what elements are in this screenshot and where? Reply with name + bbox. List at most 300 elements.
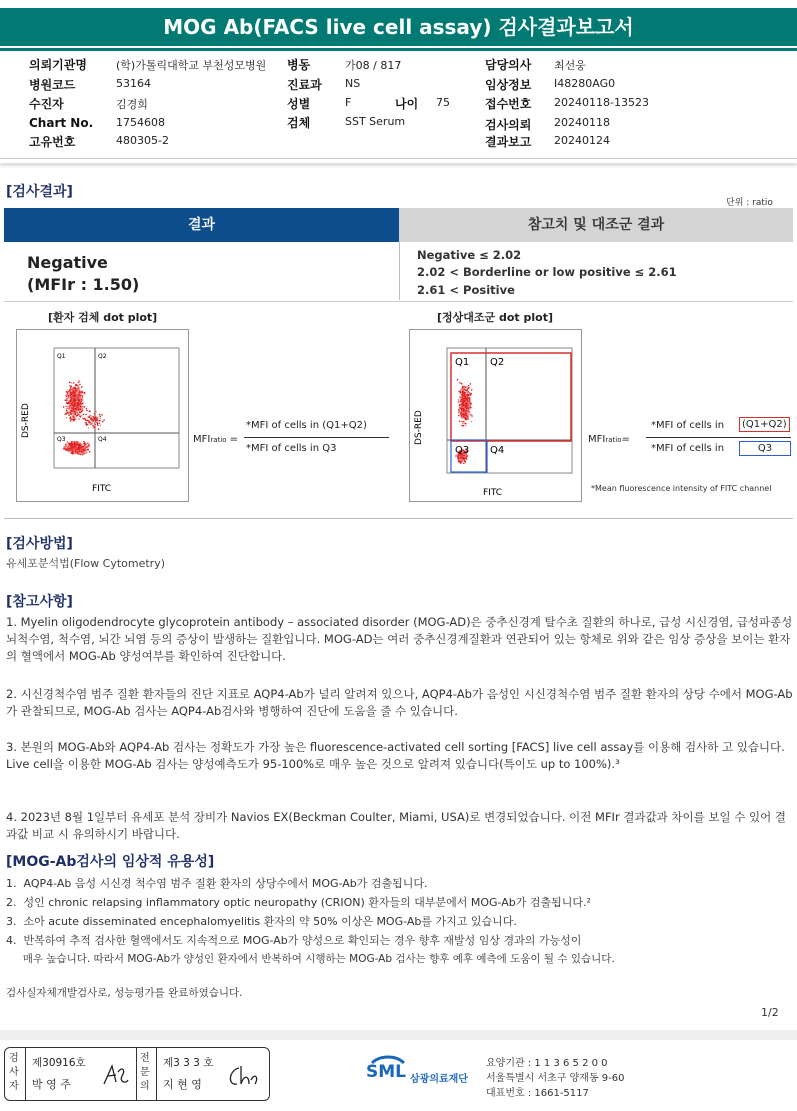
scatter-dot <box>74 394 76 396</box>
control-x-axis: FITC <box>483 488 503 498</box>
scatter-dot <box>468 385 470 387</box>
scatter-dot <box>75 390 77 392</box>
examiner-name: 박 영 주 <box>32 1078 71 1091</box>
scatter-dot <box>463 409 465 411</box>
scatter-dot <box>68 390 70 392</box>
scatter-dot <box>463 418 465 420</box>
scatter-dot <box>78 387 80 389</box>
scatter-dot <box>65 445 67 447</box>
patient-q1: Q1 <box>57 353 66 360</box>
scatter-dot <box>463 457 465 459</box>
scatter-dot <box>72 451 74 453</box>
scatter-dot <box>92 427 94 429</box>
scatter-dot <box>74 397 76 399</box>
scatter-dot <box>70 420 72 422</box>
scatter-dot <box>69 417 71 419</box>
scatter-dot <box>470 394 472 396</box>
scatter-dot <box>86 446 88 448</box>
request-label: 검사의뢰 <box>485 118 532 132</box>
scatter-dot <box>99 418 101 420</box>
scatter-dot <box>77 407 79 409</box>
sml-logo <box>366 1053 408 1083</box>
specialist-label: 전문의 <box>140 1053 150 1092</box>
reference-para-2: 2. 시신경척수염 범주 질환 환자들의 진단 지표로 AQP4-Ab가 널리 알려져 있으나, AQP4-Ab가 음성인 시신경척수염 범주 질환 환자의 상당 수에서 MOG-Ab가 관찰되므로, MOG-Ab 검사는 AQP4-Ab검사와 병행하여 진단에 도움을 줄 수 있습니다. <box>6 687 793 718</box>
hospital-code-label: 병원코드 <box>29 78 76 92</box>
patient-formula-num: *MFI of cells in (Q1+Q2) <box>246 420 367 431</box>
scatter-dot <box>67 392 69 394</box>
scatter-dot <box>462 412 464 414</box>
scatter-dot <box>466 396 468 398</box>
scatter-dot <box>460 457 462 459</box>
specialist-signature <box>225 1062 261 1090</box>
patient-dots <box>63 380 105 455</box>
reference-section-title: [참고사항] <box>6 594 73 610</box>
scatter-dot <box>101 414 103 416</box>
validation-note: 검사실자체개발검사로, 성능평가를 완료하였습니다. <box>6 987 243 999</box>
control-formula-den: *MFI of cells in <box>651 443 725 454</box>
scatter-dot <box>78 414 80 416</box>
scatter-dot <box>467 393 469 395</box>
scatter-dot <box>469 405 471 407</box>
scatter-dot <box>76 449 78 451</box>
scatter-dot <box>471 389 473 391</box>
scatter-dot <box>457 456 459 458</box>
scatter-dot <box>461 425 463 427</box>
scatter-dot <box>65 399 67 401</box>
scatter-dot <box>67 441 69 443</box>
dept-value: NS <box>345 77 361 90</box>
scatter-dot <box>86 410 88 412</box>
scatter-dot <box>100 425 102 427</box>
clinical-item-4: 4. 반복하여 추적 검사한 혈액에서도 지속적으로 MOG-Ab가 양성으로 확인되는 경우 향후 재발성 임상 경과의 가능성이 <box>6 934 582 947</box>
result-column-header: 결과 <box>4 208 399 242</box>
reference-para-4: 4. 2023년 8월 1일부터 유세포 분석 장비가 Navios EX(Beckman Coulter, Miami, USA)로 변경되었습니다. 이전 MFIr 결과값과 차이를 보일 수 있어 결과값 비교 시 유의하시기 바랍니다. <box>6 810 787 841</box>
scatter-dot <box>82 395 84 397</box>
scatter-dot <box>460 412 462 414</box>
control-formula-den-box: Q3 <box>739 441 791 456</box>
sig-divider-3 <box>156 1048 157 1100</box>
result-mfir: (MFIr : 1.50) <box>27 275 140 294</box>
chart-value: 1754608 <box>116 116 165 129</box>
patient-mfi-label: MFIratio = <box>193 434 239 445</box>
patient-q3: Q3 <box>57 436 66 443</box>
scatter-dot <box>86 408 88 410</box>
ref-line-1: Negative ≤ 2.02 <box>417 248 522 262</box>
scatter-dot <box>79 400 81 402</box>
scatter-dot <box>75 441 77 443</box>
scatter-dot <box>100 416 102 418</box>
scatter-dot <box>458 401 460 403</box>
scatter-dot <box>75 418 77 420</box>
scatter-dot <box>465 389 467 391</box>
scatter-dot <box>72 399 74 401</box>
org-name: 삼광의료재단 <box>410 1074 468 1085</box>
clinical-value: I48280AG0 <box>554 77 616 90</box>
scatter-dot <box>78 451 80 453</box>
clinical-section-title: [MOG-Ab검사의 임상적 유용성] <box>6 854 215 870</box>
scatter-dot <box>463 403 465 405</box>
patient-plot-title: [환자 검체 dot plot] <box>48 311 158 324</box>
scatter-dot <box>462 392 464 394</box>
control-q1: Q1 <box>455 357 470 368</box>
scatter-dot <box>78 392 80 394</box>
scatter-dot <box>79 412 81 414</box>
scatter-dot <box>74 450 76 452</box>
scatter-dot <box>87 442 89 444</box>
scatter-dot <box>71 401 73 403</box>
scatter-dot <box>83 447 85 449</box>
control-formula-num: *MFI of cells in <box>651 420 725 431</box>
scatter-dot <box>80 450 82 452</box>
scatter-dot <box>76 388 78 390</box>
scatter-dot <box>464 408 466 410</box>
scatter-dot <box>91 418 93 420</box>
scatter-dot <box>73 414 75 416</box>
sml-logo-text: SML <box>366 1062 406 1082</box>
scatter-dot <box>463 387 465 389</box>
scatter-dot <box>87 447 89 449</box>
scatter-dot <box>83 406 85 408</box>
scatter-dot <box>90 415 92 417</box>
sex-label: 성별 <box>287 97 311 111</box>
care-org-no: 요양기관 : 1 1 3 6 5 2 0 0 <box>486 1058 608 1069</box>
scatter-dot <box>461 394 463 396</box>
mfi-footnote: *Mean fluorescence intensity of FITC channel <box>591 484 772 493</box>
patient-value: 김경희 <box>116 98 148 111</box>
scatter-dot <box>99 420 101 422</box>
scatter-dot <box>76 412 78 414</box>
dept-label: 진료과 <box>287 78 322 92</box>
scatter-dot <box>71 452 73 454</box>
scatter-dot <box>79 416 81 418</box>
report-title: MOG Ab(FACS live cell assay) 검사결과보고서 <box>0 8 797 46</box>
scatter-dot <box>460 401 462 403</box>
hospital-value: (학)가톨릭대학교 부천성모병원 <box>116 59 267 72</box>
age-value: 75 <box>436 96 450 109</box>
scatter-dot <box>73 399 75 401</box>
scatter-dot <box>458 412 460 414</box>
scatter-dot <box>458 415 460 417</box>
specialist-name: 지 현 영 <box>163 1078 202 1091</box>
specimen-value: SST Serum <box>345 115 406 128</box>
patient-dot-plot <box>16 329 189 502</box>
scatter-dot <box>463 406 465 408</box>
unique-label: 고유번호 <box>29 135 76 149</box>
scatter-dot <box>70 403 72 405</box>
scatter-dot <box>66 410 68 412</box>
sex-value: F <box>345 96 352 109</box>
scatter-dot <box>467 405 469 407</box>
scatter-dot <box>76 415 78 417</box>
method-text: 유세포분석법(Flow Cytometry) <box>6 557 166 570</box>
scatter-dot <box>465 404 467 406</box>
patient-x-axis: FITC <box>92 484 112 494</box>
scatter-dot <box>463 413 465 415</box>
scatter-dot <box>79 395 81 397</box>
scatter-dot <box>94 427 96 429</box>
patient-mfi-text: MFI <box>193 434 211 445</box>
scatter-dot <box>83 414 85 416</box>
clinical-item-4-cont: 매우 높습니다. 따라서 MOG-Ab가 양성인 환자에서 반복하여 시행하는 MOG-Ab 검사는 향후 예후 예측에 도움이 될 수 있습니다. <box>6 953 615 965</box>
specialist-no: 제3 3 3 호 <box>163 1057 214 1069</box>
scatter-dot <box>72 392 74 394</box>
scatter-dot <box>88 427 90 429</box>
ward-value: 가08 / 817 <box>345 59 402 72</box>
scatter-dot <box>70 389 72 391</box>
scatter-dot <box>89 411 91 413</box>
scatter-dot <box>88 444 90 446</box>
scatter-dot <box>63 447 65 449</box>
scatter-dot <box>66 398 68 400</box>
scatter-dot <box>85 450 87 452</box>
scatter-dot <box>74 444 76 446</box>
plot-row-divider <box>4 301 793 302</box>
doctor-label: 담당의사 <box>485 58 532 72</box>
scatter-dot <box>89 446 91 448</box>
scatter-dot <box>76 398 78 400</box>
request-value: 20240118 <box>554 116 610 129</box>
scatter-dot <box>78 453 80 455</box>
scatter-dot <box>461 417 463 419</box>
scatter-dot <box>70 382 72 384</box>
scatter-dot <box>82 399 84 401</box>
scatter-dot <box>70 414 72 416</box>
scatter-dot <box>72 449 74 451</box>
org-phone: 대표번호 : 1661-5117 <box>486 1088 589 1099</box>
scatter-dot <box>79 384 81 386</box>
scatter-dot <box>467 397 469 399</box>
scatter-dot <box>65 448 67 450</box>
scatter-dot <box>77 405 79 407</box>
scatter-dot <box>71 409 73 411</box>
scatter-dot <box>465 419 467 421</box>
org-address: 서울특별시 서초구 양재동 9-60 <box>486 1073 625 1084</box>
scatter-dot <box>462 415 464 417</box>
scatter-dot <box>465 417 467 419</box>
scatter-dot <box>77 453 79 455</box>
control-plot-svg <box>410 330 581 501</box>
scatter-dot <box>77 400 79 402</box>
scatter-dot <box>79 446 81 448</box>
scatter-dot <box>75 388 77 390</box>
patient-plot-svg <box>17 330 188 501</box>
scatter-dot <box>465 400 467 402</box>
scatter-dot <box>65 405 67 407</box>
scatter-dot <box>78 403 80 405</box>
scatter-dot <box>471 415 473 417</box>
clinical-item-1: 1. AQP4-Ab 음성 시신경 척수염 범주 질환 환자의 상당수에서 MOG-Ab가 검출됩니다. <box>6 877 428 890</box>
chart-label: Chart No. <box>29 116 94 130</box>
control-y-axis: DS-RED <box>414 410 424 445</box>
scatter-dot <box>464 392 466 394</box>
scatter-dot <box>77 442 79 444</box>
scatter-dot <box>84 418 86 420</box>
scatter-dot <box>466 458 468 460</box>
scatter-dot <box>463 421 465 423</box>
scatter-dot <box>98 423 100 425</box>
scatter-dot <box>466 386 468 388</box>
scatter-dot <box>458 399 460 401</box>
scatter-dot <box>94 424 96 426</box>
patient-q4: Q4 <box>98 436 107 443</box>
clinical-item-2: 2. 성인 chronic relapsing inflammatory optic neuropathy (CRION) 환자들의 대부분에서 MOG-Ab가 검출됩니다.² <box>6 896 591 909</box>
scatter-dot <box>67 408 69 410</box>
scatter-dot <box>81 415 83 417</box>
scatter-dot <box>81 409 83 411</box>
report-value: 20240124 <box>554 134 610 147</box>
scatter-dot <box>81 386 83 388</box>
scatter-dot <box>465 412 467 414</box>
scatter-dot <box>87 424 89 426</box>
patient-q2: Q2 <box>98 353 107 360</box>
scatter-dot <box>464 460 466 462</box>
scatter-dot <box>469 397 471 399</box>
scatter-dot <box>459 420 461 422</box>
examiner-label: 검사자 <box>9 1053 19 1092</box>
scatter-dot <box>73 402 75 404</box>
scatter-dot <box>461 420 463 422</box>
examiner-no: 제30916호 <box>32 1057 86 1069</box>
scatter-dot <box>102 421 104 423</box>
scatter-dot <box>464 398 466 400</box>
scatter-dot <box>85 419 87 421</box>
scatter-dot <box>470 393 472 395</box>
scatter-dot <box>470 383 472 385</box>
scatter-dot <box>103 419 105 421</box>
scatter-dot <box>77 390 79 392</box>
scatter-dot <box>81 393 83 395</box>
patient-formula-bar <box>244 437 389 438</box>
scatter-dot <box>68 448 70 450</box>
scatter-dot <box>68 414 70 416</box>
scatter-dot <box>71 389 73 391</box>
scatter-dot <box>71 394 73 396</box>
scatter-dot <box>74 413 76 415</box>
age-label: 나이 <box>395 97 419 111</box>
scatter-dot <box>459 396 461 398</box>
scatter-dot <box>92 416 94 418</box>
scatter-dot <box>77 385 79 387</box>
scatter-dot <box>67 406 69 408</box>
control-mfi-text: MFI <box>588 434 606 445</box>
scatter-dot <box>467 412 469 414</box>
scatter-dot <box>75 406 77 408</box>
doctor-value: 최선웅 <box>554 59 586 72</box>
scatter-dot <box>63 406 65 408</box>
results-section-title: [검사결과] <box>6 184 73 200</box>
scatter-dot <box>83 441 85 443</box>
scatter-dot <box>468 403 470 405</box>
scatter-dot <box>66 396 68 398</box>
scatter-dot <box>71 441 73 443</box>
reference-para-1: 1. Myelin oligodendrocyte glycoprotein antibody – associated disorder (MOG-AD)은 중추신경계 탈수초 질환의 하나로, 급성 시신경염, 급성파종성 뇌척수염, 척수염, 뇌간 뇌염 등의 증상이 발생하는 질환입니다. MOG-AD는 여러 중추신경계질환과 연관되어 있는 항체로 위와 같은 임상 증상을 보이는 환자의 혈액에서 MOG-Ab 양성여부를 확인하여 진단합니다. <box>6 615 793 663</box>
scatter-dot <box>461 396 463 398</box>
scatter-dot <box>463 462 465 464</box>
control-mfi-sub: ratio <box>605 436 622 444</box>
scatter-dot <box>71 404 73 406</box>
scatter-dot <box>79 407 81 409</box>
scatter-dot <box>70 412 72 414</box>
scatter-dot <box>469 411 471 413</box>
scatter-dot <box>66 408 68 410</box>
result-value: Negative <box>27 253 108 272</box>
scatter-dot <box>464 423 466 425</box>
scatter-dot <box>93 420 95 422</box>
scatter-dot <box>89 451 91 453</box>
scatter-dot <box>89 416 91 418</box>
receipt-label: 접수번호 <box>485 97 532 111</box>
scatter-dot <box>80 397 82 399</box>
sig-divider-1 <box>25 1048 26 1100</box>
scatter-dot <box>96 422 98 424</box>
control-formula-num-box: (Q1+Q2) <box>739 417 790 432</box>
scatter-dot <box>72 406 74 408</box>
scatter-dot <box>82 403 84 405</box>
unit-label: 단위 : ratio <box>726 198 773 208</box>
patient-label: 수진자 <box>29 97 64 111</box>
control-q2: Q2 <box>490 357 505 368</box>
scatter-dot <box>81 411 83 413</box>
scatter-dot <box>74 411 76 413</box>
clinical-label: 임상정보 <box>485 78 532 92</box>
scatter-dot <box>80 409 82 411</box>
scatter-dot <box>69 443 71 445</box>
control-q4: Q4 <box>490 445 505 456</box>
control-q3: Q3 <box>455 445 470 456</box>
ref-line-2: 2.02 < Borderline or low positive ≤ 2.61 <box>417 265 677 279</box>
scatter-dot <box>468 392 470 394</box>
scatter-dot <box>468 387 470 389</box>
scatter-dot <box>81 453 83 455</box>
scatter-dot <box>460 461 462 463</box>
scatter-dot <box>66 399 68 401</box>
scatter-dot <box>89 422 91 424</box>
scatter-dot <box>75 447 77 449</box>
scatter-dot <box>95 418 97 420</box>
control-formula-bar <box>646 437 791 438</box>
scatter-dot <box>68 396 70 398</box>
signature-box <box>4 1047 270 1101</box>
scatter-dot <box>70 386 72 388</box>
scatter-dot <box>458 409 460 411</box>
scatter-dot <box>73 383 75 385</box>
scatter-dot <box>75 401 77 403</box>
scatter-dot <box>465 425 467 427</box>
hospital-label: 의뢰기관명 <box>29 58 87 72</box>
scatter-dot <box>84 393 86 395</box>
scatter-dot <box>465 411 467 413</box>
scatter-dot <box>470 421 472 423</box>
scatter-dot <box>73 406 75 408</box>
hospital-code-value: 53164 <box>116 77 151 90</box>
scatter-dot <box>96 420 98 422</box>
scatter-dot <box>460 390 462 392</box>
scatter-dot <box>80 390 82 392</box>
scatter-dot <box>97 424 99 426</box>
scatter-dot <box>78 385 80 387</box>
scatter-dot <box>85 414 87 416</box>
report-label: 결과보고 <box>485 135 532 149</box>
scatter-dot <box>97 417 99 419</box>
scatter-dot <box>465 423 467 425</box>
scatter-dot <box>87 420 89 422</box>
scatter-dot <box>99 414 101 416</box>
scatter-dot <box>92 422 94 424</box>
sig-divider-2 <box>136 1048 137 1100</box>
scatter-dot <box>468 394 470 396</box>
control-dot-plot <box>409 329 582 502</box>
scatter-dot <box>73 391 75 393</box>
